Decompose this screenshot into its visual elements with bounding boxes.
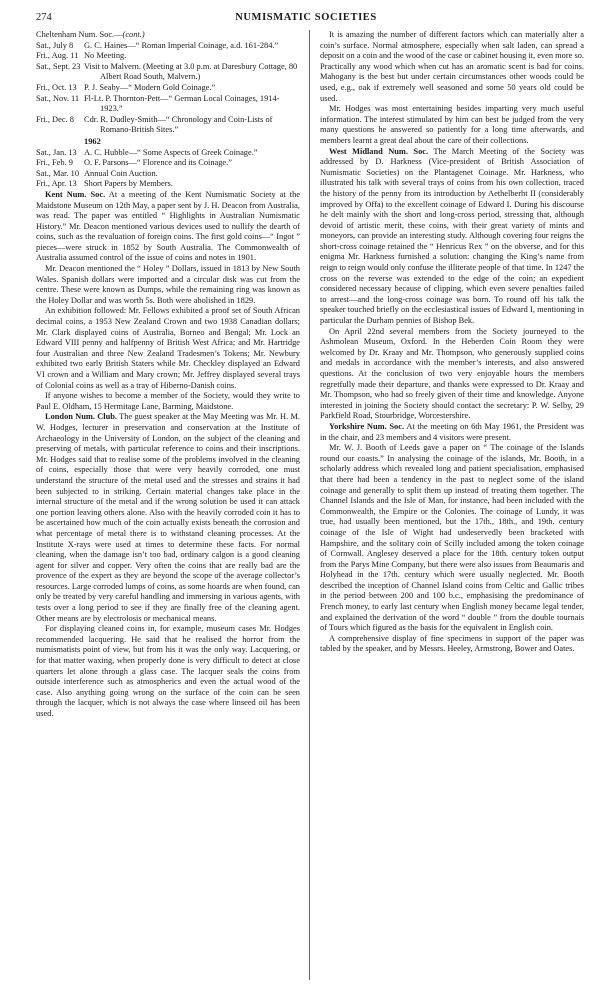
meeting-row	[36, 83, 300, 94]
meeting-date: Sat., Mar. 10	[36, 168, 80, 178]
meeting-row	[36, 51, 300, 62]
meeting-row	[36, 148, 300, 159]
meeting-date: Fri., Aug. 11	[36, 51, 79, 61]
meeting-event: P. J. Seaby—“ Modern Gold Coinage.”	[84, 82, 216, 92]
page-header	[36, 12, 576, 28]
london-heading: London Num. Club.	[45, 412, 117, 422]
running-head: NUMISMATIC SOCIETIES	[235, 12, 377, 23]
meeting-date: Fri., Apr. 13	[36, 179, 77, 189]
meeting-row	[36, 62, 300, 83]
meeting-event: Fl-Lt. P. Thornton-Pett—“ German Local Coinages, 1914-1923.”	[84, 93, 280, 114]
meeting-date: Fri., Dec. 8	[36, 114, 74, 124]
yorkshire-heading: Yorkshire Num. Soc.	[329, 421, 405, 431]
meeting-event: Annual Coin Auction.	[84, 168, 158, 178]
west-midland-heading: West Midland Num. Soc.	[329, 146, 429, 156]
london-text-4: Mr. Hodges was most entertaining besides imparting very much useful information. The interest stimulated by him can best be judged from the very many questions he answered so patiently for a long time afterwards, and members learnt a great deal about the care of their collections.	[320, 104, 584, 145]
yorkshire-text-1: At the meeting on 6th May 1961, the President was in the chair, and 23 members and 4 visitors were present.	[320, 421, 584, 442]
meeting-event: G. C. Haines—“ Roman Imperial Coinage, a.d. 161-284.”	[84, 40, 279, 50]
meeting-event: Visit to Malvern. (Meeting at 3.0 p.m. at Daresbury Cottage, 80 Albert Road South, Malvern.)	[84, 61, 298, 82]
meeting-date: Fri., Feb. 9	[36, 158, 73, 168]
kent-text-1: At a meeting of the Kent Numismatic Society at the Maidstone Museum on 12th May, a paper sent by J. H. Deacon from Australia, was read. The paper was entitled “ Highlights in Australian Numismatic History.” Mr. Deacon mentioned various devices used to nullify the dearth of coins, such as the revaluation of foreign coins. The first gold coins—“ Ingot ” pieces—were struck in 1852 by South Australia. The Commonwealth of Australia assumed control of the issue of coins and notes in 1901.	[36, 189, 300, 263]
meeting-date: Sat., Nov. 11	[36, 93, 80, 103]
yorkshire-text-3: A comprehensive display of fine specimens in support of the paper was tabled by the speaker, and by Messrs. Heeley, Armstrong, Bower and Oates.	[320, 633, 584, 654]
programme-society: Cheltenham Num. Soc.—	[36, 30, 123, 39]
meeting-row	[36, 41, 300, 52]
page-number: 274	[36, 12, 52, 23]
meeting-row	[36, 94, 300, 115]
programme-cont-note: (cont.)	[122, 30, 145, 39]
meeting-event: Cdr. R. Dudley-Smith—“ Chronology and Coin-Lists of Romano-British Sites.”	[84, 114, 273, 135]
yorkshire-paragraph	[320, 422, 584, 443]
london-paragraph	[36, 412, 300, 624]
meeting-event: No Meeting.	[84, 51, 127, 61]
kent-text-4: If anyone wishes to become a member of the Society, would they write to Paul E. Oldham, 15 Hermitage Lane, Barming, Maidstone.	[36, 391, 300, 411]
london-text-2: For displaying cleaned coins in, for example, museum cases Mr. Hodges recommended lacquering. He said that he realised the horror from the numismatists point of view, but from his it was the only way. Lacquering, or for that matter waxing, when properly done is very difficult to detect at close quarters let alone through a glass case. The lacquer seals the coins from outside interference such as atmospherics and even the actual wood of the case. Also anything going wrong on the surface of the coin can be seen through the lacquer, which is not always the case where linseed oil has been used.	[36, 624, 300, 718]
west-midland-text-2: On April 22nd several members from the Society journeyed to the Ashmolean Museum, Oxford. In the Heberden Coin Room they were welcomed by Dr. Kraay and Mr. Thompson, who generously supplied coins and medals in accordance with the member’s interests, and also answered questions. At the conclusion of two very enjoyable hours the members regretfully made their departure, and thanks were expressed to Dr. Kraay and Mr. Thompson, who had so freely given of their time and knowledge. Anyone interested in joining the Society should contact the secretary: P. W. Selby, 29 Parkfield Road, Stourbridge, Worcestershire.	[320, 326, 584, 421]
kent-text-3: An exhibition followed: Mr. Fellows exhibited a proof set of South African decimal coins, a 1953 New Zealand Crown and two 1938 Canadian dollars; Mr. Clark displayed coins of Australia, Borneo and Bengal; Mr. Lock an Edward VIII penny and halfpenny of British West Africa; and Mr. Hartridge four Australian and three New Zealand Tradesmen’s Tokens; Mr. Newbury exhibited two early British Staters while Mr. Checkley displayed an Edward VI crown and a William and Mary crown; Mr. Jeffrey displayed several trays of Colonial coins as well as a tray of Hiberno-Danish coins.	[36, 306, 300, 390]
column-divider	[309, 30, 310, 980]
meeting-row	[36, 169, 300, 180]
meeting-row	[36, 115, 300, 136]
meeting-date: Sat., Sept. 23	[36, 61, 81, 71]
meeting-row	[36, 179, 300, 190]
meeting-date: Fri., Oct. 13	[36, 82, 77, 92]
meeting-date: Sat., July 8	[36, 40, 74, 50]
programme-year: 1962	[84, 136, 101, 146]
west-midland-paragraph	[320, 147, 584, 327]
meeting-event: A. C. Hubble—“ Some Aspects of Greek Coinage.”	[84, 147, 258, 157]
left-column	[36, 30, 300, 982]
meeting-row	[36, 158, 300, 169]
meeting-event: O. F. Parsons—“ Florence and its Coinage.”	[84, 158, 232, 168]
kent-heading: Kent Num. Soc.	[45, 189, 106, 199]
right-column	[320, 30, 584, 982]
yorkshire-text-2: Mr. W. J. Booth of Leeds gave a paper on “ The coinage of the Islands round our coasts.” In analysing the coinage of the islands, Mr. Booth, in a scholarly address which revealed long and patient specialisation, emphasised that there had been a tendency in the past to neglect some of the island coinage and generally to split them up instead of treating them together. The Channel Islands and the Isle of Man, for instance, had been included with the Commonwealth, the Empire or the Colonies. The coinage of Lundy, it was true, had usually been mentioned, but the 17th., 18th., and 19th. century coinage of the Isle of Wight had undeservedly been bracketed with Hampshire, and the solitary coin of Scilly included among the token coinage of Cornwall. Anglesey deserved a place for the 18th. century token output from the Parys Mine Company, but there were also issues from Beaumaris and Holyhead in the 17th. century which were usually neglected. Mr. Booth described the inception of Channel Island coins from Celtic and Gallic tribes in the period between 200 and 100 b.c., emphasising the predominance of French money, to early last century when English money became legal tender, and explained the derivation of the word “ double ” from the double tournais of Tours which figured as the basis for the equivalent in English coin.	[320, 443, 584, 633]
west-midland-text-1: The March Meeting of the Society was addressed by D. Harkness (Vice-president of British Association of Numismatic Societies) on the Plantagenet Coinage. Mr. Harkness, who illustrated his talk with several trays of coins from his own collection, traced the history of the penny from its introduction by Aethelberht II (considerably improved by Offa) to the excellent coinage of Edward I. During his discourse he delt mainly with the short and long-cross period, stressing that, although devoid of artistic merit, these coins, with their great variety of mints and moneyors, can provide an interesting study. Although covering four reigns the short-cross coinage retained the “ Henricus Rex ” on the obverse, and for this enigma Mr. Harkness furnished a solution: changing the King’s name from reign to reign would only confuse the illiterate people of that time. In 1247 the cross on the reverse was extended to the edge of the coin; an expedient considered necessary because of clipping, which even severe penalties failed to arrest—and the long-cross coinage was born. To round off his talk the speaker touched briefly on the ecclesiastical issues of Edward I, mentioning in particular the Durham pennies of Bishop Bek.	[320, 146, 584, 326]
meeting-date: Sat., Jan. 13	[36, 147, 77, 157]
london-text-1: The guest speaker at the May Meeting was Mr. H. M. W. Hodges, lecturer in preservation and conservation at the Institute of Archaeology in the University of London, on the subject of the cleaning and preserving of metals, with particular reference to coins and their inscriptions. Mr. Hodges said that to realise some of the problems involved in the cleaning of coins, especially those that were very heavily corroded, one must understand the structure of the metal used and the stresses and strains it had been subjected to in striking. Certain material changes take place in the internal structure of the metal and if the wrong solution be used it can attack one portion leaving others alone. Also with the heavily corroded coin it has to be ascertained how much of the coin actually exists beneath the corrosion and what percentage of metal there is to withstand cleaning processes. At the Institute X-rays were used at times to determine these facts. For normal cleaning, when the damage isn’t too bad, ordinary calgon is a good cleaning agent for silver and copper. Very often the coins that are really bad are the provence of the expert as they are beyond the scope of the average collector’s resources. Large corroded lumps of coins, as some hoards are when found, can only be treated by very careful handling and immersing in various agents, with tests over a long period to see if they are finally free of the cleaning agent. Other means are by electrolosis or mechanical means.	[36, 412, 300, 623]
london-text-3: It is amazing the number of different factors which can materially alter a coin’s surface. Normal atmosphere, especially when salt laden, can spread a deposit on a coin and the wood of the case or cabinet housing it, even more so. Practically any wood which when cut has an aromatic scent is bad for coins. Mahogany is the best but under certain circumstances other woods could be used, e.g., oak if extremely well seasoned and some 50 years old could be used.	[320, 30, 584, 103]
programme-continuation	[36, 30, 300, 41]
kent-text-2: Mr. Deacon mentioned the “ Holey ” Dollars, issued in 1813 by New South Wales. Spanish dollars were imported and a circular disk was cut from the centre. These were known as Dumps, while the remaining ring was known as the Holey Dollar and was worth 5s. Both were abolished in 1829.	[36, 264, 300, 305]
meeting-event: Short Papers by Members.	[84, 179, 173, 189]
kent-paragraph	[36, 190, 300, 264]
